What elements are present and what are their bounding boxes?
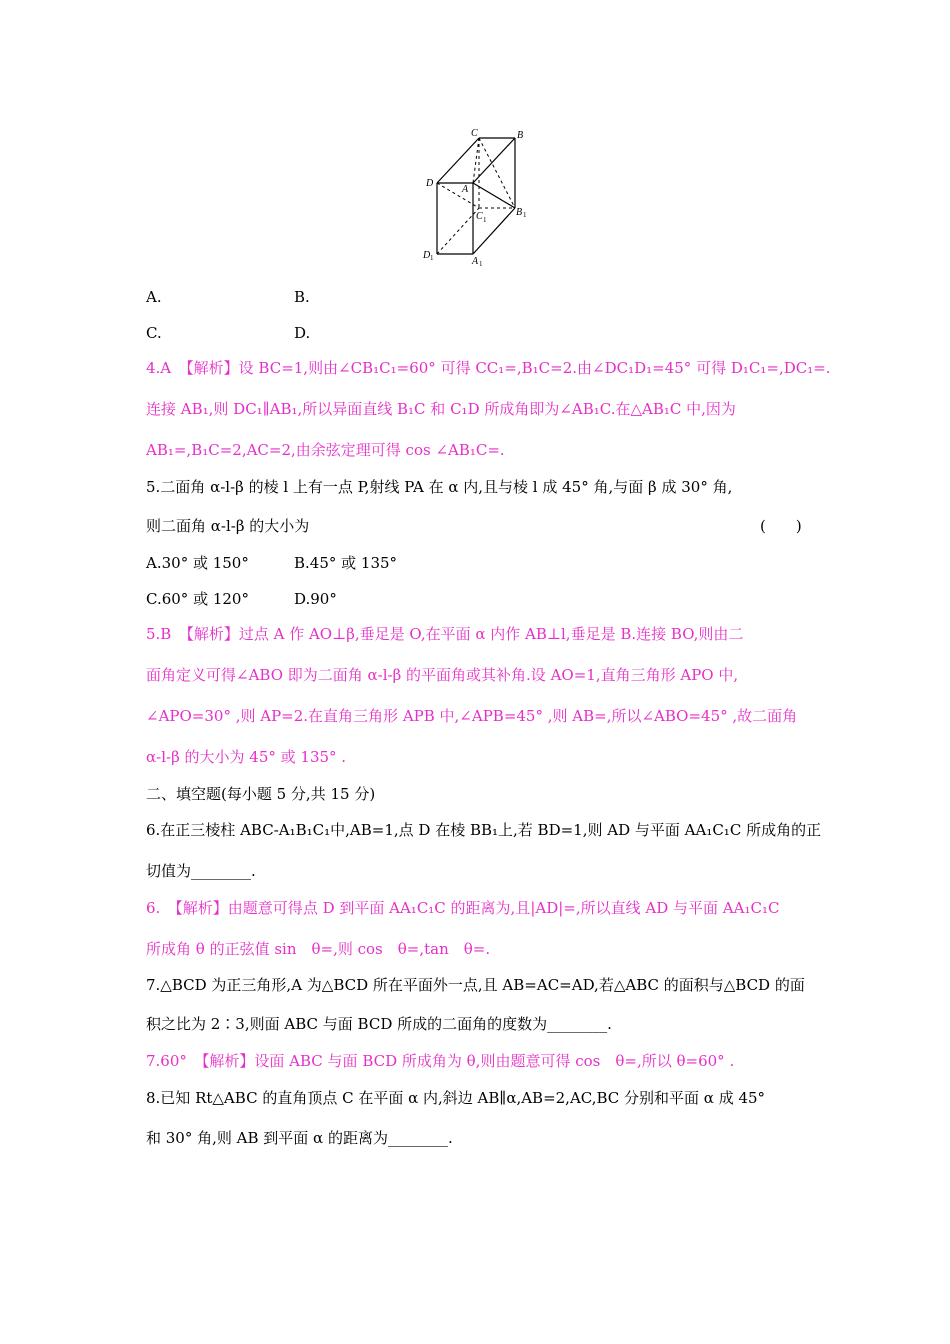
label-c1: C <box>476 211 483 222</box>
q4-solution-line-2: 连接 AB₁,则 DC₁∥AB₁,所以异面直线 B₁C 和 C₁D 所成角即为∠AB₁C.在△AB₁C 中,因为 <box>146 400 736 418</box>
q7-question-line-1: 7.△BCD 为正三角形,A 为△BCD 所在平面外一点,且 AB=AC=AD,若△ABC 的面积与△BCD 的面 <box>146 976 805 994</box>
q5-solution-line-4: α-l-β 的大小为 45° 或 135° . <box>146 748 347 766</box>
q5-solution-line-2: 面角定义可得∠ABO 即为二面角 α-l-β 的平面角或其补角.设 AO=1,直角三角形 APO 中, <box>146 666 739 684</box>
q8-question-line-1: 8.已知 Rt△ABC 的直角顶点 C 在平面 α 内,斜边 AB∥α,AB=2,AC,BC 分别和平面 α 成 45° <box>146 1089 766 1107</box>
q6-question-line-2: 切值为________. <box>146 862 256 880</box>
q4-solution-line-3: AB₁=,B₁C=2,AC=2,由余弦定理可得 cos ∠AB₁C=. <box>146 441 505 459</box>
q7-solution: 7.60° 【解析】设面 ABC 与面 BCD 所成角为 θ,则由题意可得 cos θ=,所以 θ=60° . <box>146 1052 735 1070</box>
q6-solution-line-2: 所成角 θ 的正弦值 sin θ=,则 cos θ=,tan θ=. <box>146 940 491 958</box>
q5-answer-paren: ( ) <box>760 517 802 535</box>
q8-question-line-2: 和 30° 角,则 AB 到平面 α 的距离为________. <box>146 1129 453 1147</box>
svg-text:1: 1 <box>523 211 527 219</box>
label-b1: B <box>516 207 523 218</box>
label-a1: A <box>472 256 479 266</box>
q3-option-d: D. <box>294 324 311 342</box>
q6-solution-line-1: 6. 【解析】由题意可得点 D 到平面 AA₁C₁C 的距离为,且|AD|=,所以直线 AD 与平面 AA₁C₁C <box>146 899 780 917</box>
q5-option-c: C.60° 或 120° <box>146 590 249 608</box>
section-heading-fill-blank: 二、填空题(每小题 5 分,共 15 分) <box>146 785 376 803</box>
prism-figure <box>420 126 535 266</box>
q7-question-line-2: 积之比为 2∶3,则面 ABC 与面 BCD 所成的二面角的度数为________. <box>146 1015 612 1033</box>
q5-solution-line-1: 5.B 【解析】过点 A 作 AO⊥β,垂足是 O,在平面 α 内作 AB⊥l,垂足是 B.连接 BO,则由二 <box>146 625 744 643</box>
q6-question-line-1: 6.在正三棱柱 ABC-A₁B₁C₁中,AB=1,点 D 在棱 BB₁上,若 BD=1,则 AD 与平面 AA₁C₁C 所成角的正 <box>146 821 822 839</box>
q4-solution-line-1: 4.A 【解析】设 BC=1,则由∠CB₁C₁=60° 可得 CC₁=,B₁C=2.由∠DC₁D₁=45° 可得 D₁C₁=,DC₁=. <box>146 359 831 377</box>
q5-solution-line-3: ∠APO=30° ,则 AP=2.在直角三角形 APB 中,∠APB=45° ,则 AB=,所以∠ABO=45° ,故二面角 <box>146 707 798 725</box>
q3-option-b: B. <box>294 288 310 306</box>
svg-text:1: 1 <box>479 260 483 266</box>
label-a: A <box>462 184 469 195</box>
q5-option-a: A.30° 或 150° <box>146 554 249 572</box>
svg-text:1: 1 <box>430 254 434 262</box>
svg-text:1: 1 <box>483 216 487 224</box>
q5-question-line-1: 5.二面角 α-l-β 的棱 l 上有一点 P,射线 PA 在 α 内,且与棱 l 成 45° 角,与面 β 成 30° 角, <box>146 478 733 496</box>
q3-option-a: A. <box>146 288 162 306</box>
q5-option-b: B.45° 或 135° <box>294 554 398 572</box>
q3-option-c: C. <box>146 324 162 342</box>
label-d1: D <box>423 250 431 261</box>
label-c: C <box>471 128 478 139</box>
label-b: B <box>517 130 524 141</box>
label-d: D <box>426 178 434 189</box>
q5-option-d: D.90° <box>294 590 337 608</box>
q5-question-line-2: 则二面角 α-l-β 的大小为 <box>146 517 310 535</box>
